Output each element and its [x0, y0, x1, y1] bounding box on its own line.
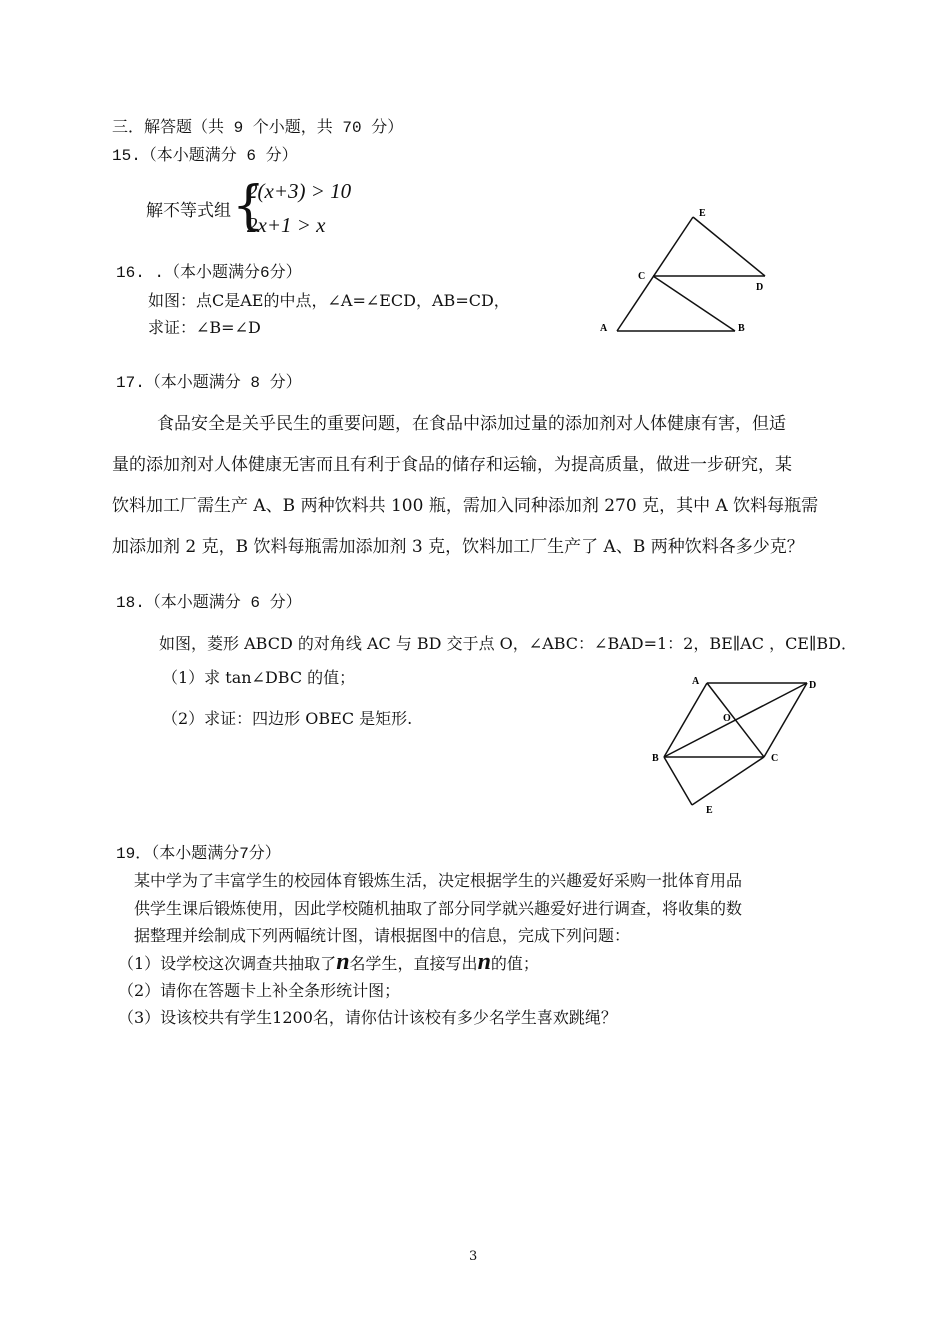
q19-part2: （2）请你在答题卡上补全条形统计图；: [118, 981, 401, 1000]
q18-part1: （1）求 tan∠DBC 的值；: [162, 668, 356, 687]
q16-seg-CB: [653, 276, 735, 331]
q16-line1: 如图：点C是AE的中点，∠A=∠ECD，AB=CD，: [148, 291, 510, 310]
q16-heading: 16. .（本小题满分6分）: [116, 264, 302, 282]
q19-part1: [118, 949, 539, 975]
q16-figure: [590, 200, 780, 340]
q19-var-n: n: [336, 949, 350, 975]
q19-var-n-2: n: [477, 949, 491, 975]
q16-label-B: B: [738, 323, 745, 334]
q17-line3: 饮料加工厂需生产 A、B 两种饮料共 100 瓶，需加入同种添加剂 270 克，其中 A 饮料每瓶需: [112, 496, 819, 516]
q15-brace: {: [232, 176, 266, 236]
q19-part1-text-c: 的值；: [490, 954, 539, 973]
q16-label-C: C: [638, 271, 646, 282]
q16-seg-ED: [693, 217, 765, 276]
q16-seg-AE: [617, 217, 693, 331]
q16-line2: 求证：∠B=∠D: [148, 318, 261, 337]
q15-heading: 15.（本小题满分 6 分）: [112, 147, 298, 165]
q19-line2: 供学生课后锻炼使用，因此学校随机抽取了部分同学就兴趣爱好进行调查，将收集的数: [134, 899, 743, 918]
section-title: 三．解答题（共 9 个小题，共 70 分）: [112, 119, 404, 137]
q19-part1-text-a: （1）设学校这次调查共抽取了: [118, 954, 337, 973]
q16-label-D: D: [756, 282, 764, 293]
q17-line1: 食品安全是关乎民生的重要问题，在食品中添加过量的添加剂对人体健康有害，但适: [157, 414, 786, 434]
q18-line1: 如图，菱形 ABCD 的对角线 AC 与 BD 交于点 O，∠ABC：∠BAD=1：2，BE∥AC ，CE∥BD．: [159, 634, 857, 653]
q18-seg-BE: [664, 757, 692, 805]
q19-part1-text-b: 名学生，直接写出: [349, 954, 478, 973]
q18-label-E: E: [706, 805, 713, 815]
q18-label-D: D: [809, 680, 817, 691]
q15-inequality-2: 2x+1 > x: [247, 213, 326, 237]
q16-label-A: A: [600, 323, 608, 334]
q17-line2: 量的添加剂对人体健康无害而且有利于食品的储存和运输，为提高质量，做进一步研究，某: [112, 455, 792, 475]
q18-part2: （2）求证：四边形 OBEC 是矩形.: [162, 709, 413, 728]
q15-inequality-1: 2(x+3) > 10: [247, 179, 352, 203]
q18-heading: 18.（本小题满分 6 分）: [116, 594, 302, 612]
q18-label-A: A: [692, 676, 700, 687]
q18-label-O: O: [723, 713, 731, 724]
q18-label-C: C: [771, 753, 779, 764]
q18-seg-CE: [692, 757, 764, 805]
q19-line1: 某中学为了丰富学生的校园体育锻炼生活，决定根据学生的兴趣爱好采购一批体育用品: [134, 871, 743, 890]
q16-label-E: E: [699, 208, 706, 219]
q17-line4: 加添加剂 2 克，B 饮料每瓶需加添加剂 3 克，饮料加工厂生产了 A、B 两种饮料各多少克？: [112, 537, 804, 557]
page-number: 3: [469, 1249, 478, 1264]
q18-figure: [645, 670, 830, 815]
q19-part3: （3）设该校共有学生1200名，请你估计该校有多少名学生喜欢跳绳？: [118, 1008, 617, 1027]
q17-heading: 17.（本小题满分 8 分）: [116, 374, 302, 392]
q15-prompt: 解不等式组: [146, 201, 231, 221]
q18-label-B: B: [652, 753, 659, 764]
q19-heading: 19．（本小题满分7分）: [116, 845, 281, 863]
q19-line3: 据整理并绘制成下列两幅统计图，请根据图中的信息，完成下列问题：: [134, 926, 631, 945]
